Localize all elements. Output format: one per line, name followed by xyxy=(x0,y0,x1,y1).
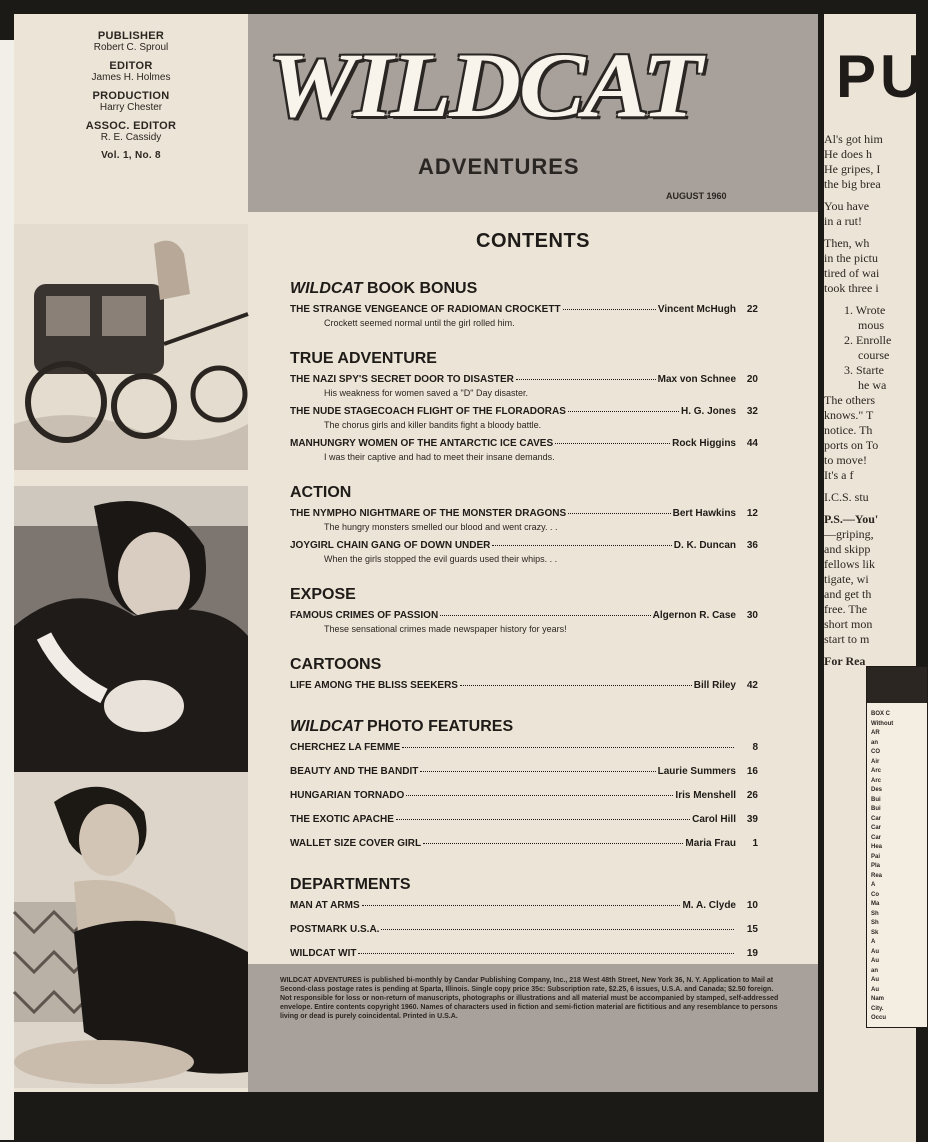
entry-page-number: 30 xyxy=(746,610,758,621)
next-page-line: You have xyxy=(824,199,870,213)
section-heading xyxy=(290,586,356,604)
entry-title: LIFE AMONG THE BLISS SEEKERS xyxy=(290,680,458,691)
entry-author: Bill Riley xyxy=(693,680,736,691)
coupon-line: Sh xyxy=(871,920,879,926)
toc-entry[interactable] xyxy=(290,742,758,753)
next-page-line: For Rea xyxy=(824,654,866,668)
toc-entry[interactable] xyxy=(290,948,758,959)
entry-author: M. A. Clyde xyxy=(682,900,736,911)
footer-band xyxy=(248,964,818,1092)
next-page-line: mous xyxy=(858,318,885,332)
issue-date: AUGUST 1960 xyxy=(666,191,727,201)
coupon-box xyxy=(866,666,928,1028)
leader-dots xyxy=(568,513,671,514)
next-page-line: 3. Starte xyxy=(844,363,884,377)
magazine-logo: WILDCAT xyxy=(268,34,701,136)
entry-description: The hungry monsters smelled our blood and went crazy. . . xyxy=(324,522,558,532)
next-page-line: fellows lik xyxy=(824,557,875,571)
coupon-line: Occu xyxy=(871,1015,887,1021)
entry-page-number: 10 xyxy=(746,900,758,911)
previous-page-edge xyxy=(0,40,14,1140)
leader-dots xyxy=(492,545,671,546)
next-page-line: took three i xyxy=(824,281,879,295)
coupon-line: an xyxy=(871,739,879,746)
assoc-editor-label: ASSOC. EDITOR xyxy=(85,120,177,132)
next-page-line: tired of wai xyxy=(824,266,880,280)
coupon-line: Des xyxy=(871,787,883,793)
coupon-line: Car xyxy=(871,825,882,831)
toc-entry[interactable] xyxy=(290,790,758,801)
entry-page-number: 20 xyxy=(746,374,758,385)
section-heading-text: EXPOSE xyxy=(290,586,356,603)
section-heading-text: PHOTO FEATURES xyxy=(362,718,514,735)
next-page-line: and skipp xyxy=(824,542,871,556)
next-page-line: He does h xyxy=(824,147,872,161)
coupon-line: BOX C xyxy=(871,711,891,717)
section-heading-italic: WILDCAT xyxy=(290,280,363,297)
toc-entry[interactable] xyxy=(290,900,758,911)
next-page-line: He gripes, I xyxy=(824,162,881,176)
pinup-photo-fur-coat xyxy=(14,486,248,772)
entry-description: Crockett seemed normal until the girl rolled him. xyxy=(324,318,515,328)
next-page-line: 2. Enrolle xyxy=(844,333,892,347)
leader-dots xyxy=(563,309,656,310)
entry-title: JOYGIRL CHAIN GANG OF DOWN UNDER xyxy=(290,540,491,551)
entry-author: Bert Hawkins xyxy=(672,508,736,519)
magazine-subtitle: ADVENTURES xyxy=(418,154,580,179)
toc-entry[interactable] xyxy=(290,814,758,825)
entry-title: BEAUTY AND THE BANDIT xyxy=(290,766,419,777)
contents-title: CONTENTS xyxy=(476,230,590,252)
entry-title: POSTMARK U.S.A. xyxy=(290,924,380,935)
coupon-line: Pla xyxy=(871,863,881,869)
coupon-line: Sk xyxy=(871,929,879,936)
entry-author: Laurie Summers xyxy=(657,766,736,777)
next-page-line: 1. Wrote xyxy=(844,303,886,317)
next-page-line: Then, wh xyxy=(824,236,870,250)
entry-page-number: 36 xyxy=(746,540,758,551)
stagecoach-illustration xyxy=(14,224,248,470)
editor-label: EDITOR xyxy=(109,60,153,72)
coupon-line: Nam xyxy=(871,996,885,1002)
next-page-headline: PU xyxy=(836,43,928,110)
pinup-photo-seated xyxy=(14,772,248,1088)
next-page-line: to move! xyxy=(824,453,867,467)
entry-page-number: 15 xyxy=(746,924,758,935)
entry-author: Iris Menshell xyxy=(675,790,736,801)
entry-page-number: 26 xyxy=(746,790,758,801)
toc-entry[interactable] xyxy=(290,508,758,519)
coupon-line: Ma xyxy=(871,901,880,907)
coupon-line: Arc xyxy=(871,777,882,784)
coupon-line: Sh xyxy=(871,910,879,917)
next-page-line: tigate, wi xyxy=(824,572,869,586)
entry-title: MAN AT ARMS xyxy=(290,900,360,911)
next-page-line: free. The xyxy=(824,602,868,616)
entry-author: Max von Schnee xyxy=(657,374,736,385)
toc-entry[interactable] xyxy=(290,680,758,691)
entry-title: HUNGARIAN TORNADO xyxy=(290,790,405,801)
coupon-line: Au xyxy=(871,977,879,983)
entry-title: THE NYMPHO NIGHTMARE OF THE MONSTER DRAGONS xyxy=(290,508,567,519)
next-page-line: I.C.S. stu xyxy=(824,490,869,504)
leader-dots xyxy=(460,685,692,686)
next-page-line: —griping, xyxy=(824,527,874,541)
section-heading-text: ACTION xyxy=(290,484,352,501)
section-heading xyxy=(290,656,381,674)
section-heading-text: BOOK BONUS xyxy=(362,280,478,297)
entry-title: THE NUDE STAGECOACH FLIGHT OF THE FLORADORAS xyxy=(290,406,566,417)
toc-entry[interactable] xyxy=(290,374,758,385)
toc-entry[interactable] xyxy=(290,610,758,621)
next-page-line: and get th xyxy=(824,587,872,601)
leader-dots xyxy=(440,615,650,616)
entry-description: These sensational crimes made newspaper history for years! xyxy=(324,624,567,634)
toc-entry[interactable] xyxy=(290,838,758,849)
coupon-line: Bui xyxy=(871,806,881,812)
section-heading xyxy=(290,718,513,736)
toc-entry[interactable] xyxy=(290,304,758,315)
next-page-line: short mon xyxy=(824,617,873,631)
entry-title: WALLET SIZE COVER GIRL xyxy=(290,838,422,849)
table-of-contents xyxy=(248,212,818,964)
next-page-line: he wa xyxy=(858,378,887,392)
title-band xyxy=(248,14,818,212)
section-heading xyxy=(290,280,477,298)
coupon-line: A xyxy=(871,939,876,945)
entry-description: His weakness for women saved a "D" Day disaster. xyxy=(324,388,528,398)
entry-author: Vincent McHugh xyxy=(657,304,736,315)
toc-entry[interactable] xyxy=(290,924,758,935)
entry-title: WILDCAT WIT xyxy=(290,948,357,959)
next-page-line: start to m xyxy=(824,632,870,646)
next-page-line: Al's got him xyxy=(824,132,883,146)
coupon-line: an xyxy=(871,967,879,974)
entry-author: Algernon R. Case xyxy=(652,610,736,621)
next-page-line: in a rut! xyxy=(824,214,862,228)
entry-page-number: 16 xyxy=(746,766,758,777)
entry-author: Rock Higgins xyxy=(672,438,736,449)
section-heading-text: DEPARTMENTS xyxy=(290,876,411,893)
entry-page-number: 22 xyxy=(746,304,758,315)
section-heading xyxy=(290,484,351,502)
entry-description: I was their captive and had to meet their insane demands. xyxy=(324,452,555,462)
entry-title: THE NAZI SPY'S SECRET DOOR TO DISASTER xyxy=(290,374,514,385)
entry-page-number: 39 xyxy=(746,814,758,825)
section-heading xyxy=(290,350,437,368)
toc-entry[interactable] xyxy=(290,540,758,551)
coupon-line: Co xyxy=(871,891,879,898)
coupon-line: A xyxy=(871,882,876,888)
coupon-line: Pai xyxy=(871,853,881,860)
entry-author: D. K. Duncan xyxy=(673,540,736,551)
leader-dots xyxy=(358,953,734,954)
leader-dots xyxy=(402,747,734,748)
next-page-line: P.S.—You' xyxy=(824,512,879,526)
toc-entry[interactable] xyxy=(290,406,758,417)
next-page-line: the big brea xyxy=(824,177,881,191)
entry-description: When the girls stopped the evil guards used their whips. . . xyxy=(324,554,558,564)
coupon-line: City. xyxy=(871,1005,884,1012)
coupon-line: Air xyxy=(871,758,880,765)
entry-author: H. G. Jones xyxy=(680,406,736,417)
coupon-line: Bui xyxy=(871,796,881,803)
assoc-editor-name: R. E. Cassidy xyxy=(100,132,162,143)
coupon-line: Rea xyxy=(871,872,883,879)
entry-author: Maria Frau xyxy=(685,838,736,849)
leader-dots xyxy=(362,905,681,906)
coupon-line: Au xyxy=(871,986,879,993)
entry-title: FAMOUS CRIMES OF PASSION xyxy=(290,610,439,621)
masthead xyxy=(14,14,248,212)
leader-dots xyxy=(555,443,670,444)
entry-title: CHERCHEZ LA FEMME xyxy=(290,742,401,753)
leader-dots xyxy=(381,929,734,930)
coupon-line: Without xyxy=(871,720,894,727)
coupon-line: Au xyxy=(871,948,879,955)
section-heading-text: CARTOONS xyxy=(290,656,382,673)
next-page-line: course xyxy=(858,348,890,362)
next-page-line: It's a f xyxy=(824,468,854,482)
next-page-line: notice. Th xyxy=(824,423,873,437)
coupon-line: Arc xyxy=(871,768,882,774)
entry-title: MANHUNGRY WOMEN OF THE ANTARCTIC ICE CAVES xyxy=(290,438,554,449)
coupon-line: Hea xyxy=(871,844,883,850)
entry-author: Carol Hill xyxy=(692,814,736,825)
entry-page-number: 8 xyxy=(752,742,758,753)
entry-page-number: 32 xyxy=(746,406,758,417)
leader-dots xyxy=(406,795,673,796)
next-page-fragment xyxy=(824,14,928,1142)
editor-name: James H. Holmes xyxy=(91,72,171,83)
toc-entry[interactable] xyxy=(290,438,758,449)
entry-page-number: 19 xyxy=(746,948,758,959)
entry-description: The chorus girls and killer bandits fight a bloody battle. xyxy=(324,420,542,430)
coupon-header xyxy=(867,667,927,703)
publisher-label: PUBLISHER xyxy=(97,30,165,42)
coupon-line: Au xyxy=(871,958,879,964)
leader-dots xyxy=(568,411,679,412)
entry-title: THE STRANGE VENGEANCE OF RADIOMAN CROCKETT xyxy=(290,304,561,315)
production-label: PRODUCTION xyxy=(92,90,170,102)
leader-dots xyxy=(420,771,655,772)
next-page-line: ports on To xyxy=(824,438,879,452)
production-name: Harry Chester xyxy=(99,102,163,113)
entry-page-number: 44 xyxy=(746,438,758,449)
entry-title: THE EXOTIC APACHE xyxy=(290,814,394,825)
leader-dots xyxy=(396,819,690,820)
volume-number: Vol. 1, No. 8 xyxy=(101,150,161,161)
publisher-name: Robert C. Sproul xyxy=(93,42,169,53)
toc-entry[interactable] xyxy=(290,766,758,777)
entry-page-number: 1 xyxy=(752,838,758,849)
section-heading-italic: WILDCAT xyxy=(290,718,363,735)
coupon-line: Car xyxy=(871,815,882,822)
entry-page-number: 12 xyxy=(746,508,758,519)
next-page-line: in the pictu xyxy=(824,251,878,265)
leader-dots xyxy=(423,843,683,844)
section-heading xyxy=(290,876,411,894)
next-page-line: knows." T xyxy=(824,408,874,422)
coupon-line: AR xyxy=(871,730,880,736)
section-heading-text: TRUE ADVENTURE xyxy=(290,350,437,367)
contents-page xyxy=(14,14,818,1092)
entry-page-number: 42 xyxy=(746,680,758,691)
coupon-line: CO xyxy=(871,749,880,755)
next-page-line: The others xyxy=(824,393,875,407)
coupon-line: Car xyxy=(871,834,882,841)
publication-imprint: WILDCAT ADVENTURES is published bi-monthly by Candar Publishing Company, Inc., 218 West 48th Street, New York 36, N. Y. Application to Mail at Second-class postage rates is pending at Sparta, Illinois. Single copy price 35c: Subscription rate, $2.25, 6 issues, U.S.A. and Canada; $2.50 foreign. Not responsible for loss or non-return of manuscripts, photographs or illustrations and all material must be accompanied by stamped, self-addressed envelope. Entire contents copyright 1960. Names of characters used in fiction and semi-fiction material are fictitious and any resemblance to persons living or dead is purely coincidental. Printed in U.S.A. xyxy=(280,977,779,1020)
leader-dots xyxy=(516,379,656,380)
